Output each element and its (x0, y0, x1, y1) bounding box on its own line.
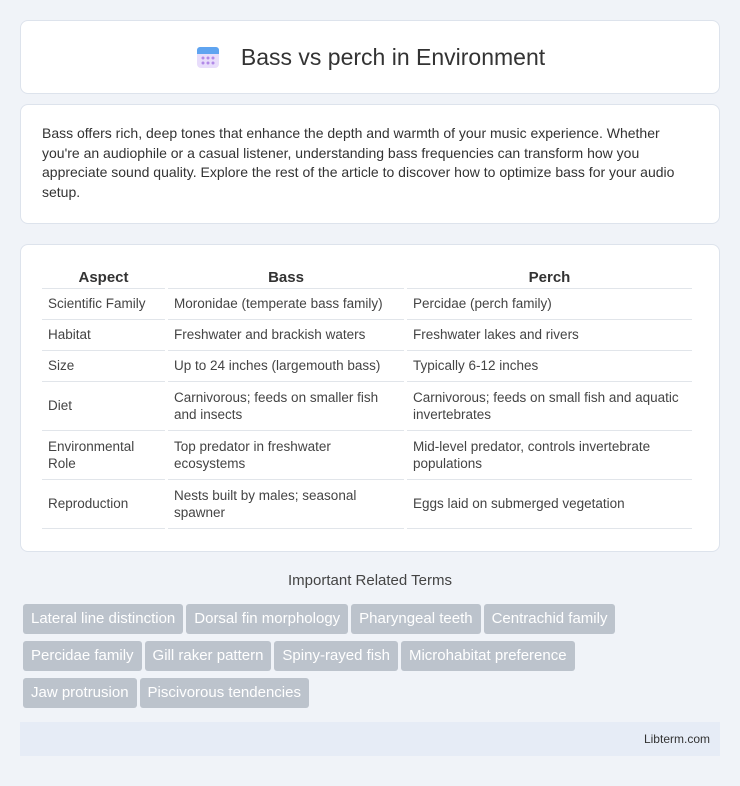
table-cell: Carnivorous; feeds on smaller fish and insects (168, 382, 404, 431)
term-tag[interactable]: Dorsal fin morphology (186, 604, 348, 634)
table-cell: Carnivorous; feeds on small fish and aquatic invertebrates (407, 382, 692, 431)
term-tag[interactable]: Lateral line distinction (23, 604, 183, 634)
table-cell: Size (42, 351, 165, 382)
header-aspect: Aspect (42, 265, 165, 289)
related-terms-list (23, 604, 723, 715)
table-cell: Freshwater and brackish waters (168, 320, 404, 351)
term-tag[interactable]: Percidae family (23, 641, 142, 671)
table-cell: Freshwater lakes and rivers (407, 320, 692, 351)
table-cell: Top predator in freshwater ecosystems (168, 431, 404, 480)
table-row (42, 382, 692, 431)
header-bass: Bass (168, 265, 404, 289)
term-tag[interactable]: Spiny-rayed fish (274, 641, 398, 671)
term-tag[interactable]: Microhabitat preference (401, 641, 575, 671)
term-tag[interactable]: Jaw protrusion (23, 678, 137, 708)
term-tag[interactable]: Gill raker pattern (145, 641, 272, 671)
term-tag[interactable]: Piscivorous tendencies (140, 678, 309, 708)
table-cell: Diet (42, 382, 165, 431)
intro-text: Bass offers rich, deep tones that enhance the depth and warmth of your music experience. Whether you're an audiophile or a casual listener, understanding bass frequencies can transform how you appreciate sound quality. Explore the rest of the article to discover how to optimize bass for your audio setup. (42, 125, 675, 200)
table-cell: Percidae (perch family) (407, 289, 692, 320)
term-tag[interactable]: Centrachid family (484, 604, 616, 634)
intro-card (20, 104, 720, 224)
comparison-card (20, 244, 720, 552)
table-cell: Eggs laid on submerged vegetation (407, 480, 692, 529)
table-row (42, 289, 692, 320)
table-cell: Reproduction (42, 480, 165, 529)
table-cell: Environmental Role (42, 431, 165, 480)
header-card (20, 20, 720, 94)
table-row (42, 320, 692, 351)
table-header-row (42, 265, 692, 289)
page-title: Bass vs perch in Environment (240, 43, 546, 70)
table-cell: Habitat (42, 320, 165, 351)
header-perch: Perch (407, 265, 692, 289)
comparison-table (39, 265, 695, 529)
table-cell: Mid-level predator, controls invertebrate populations (407, 431, 692, 480)
calendar-icon (195, 44, 221, 70)
footer-site-link[interactable]: Libterm.com (643, 732, 710, 746)
table-cell: Scientific Family (42, 289, 165, 320)
footer (20, 722, 720, 756)
table-cell: Nests built by males; seasonal spawner (168, 480, 404, 529)
table-row (42, 351, 692, 382)
table-cell: Moronidae (temperate bass family) (168, 289, 404, 320)
term-tag[interactable]: Pharyngeal teeth (351, 604, 480, 634)
table-row (42, 480, 692, 529)
table-row (42, 431, 692, 480)
table-cell: Typically 6-12 inches (407, 351, 692, 382)
table-cell: Up to 24 inches (largemouth bass) (168, 351, 404, 382)
related-terms-title: Important Related Terms (288, 572, 452, 589)
